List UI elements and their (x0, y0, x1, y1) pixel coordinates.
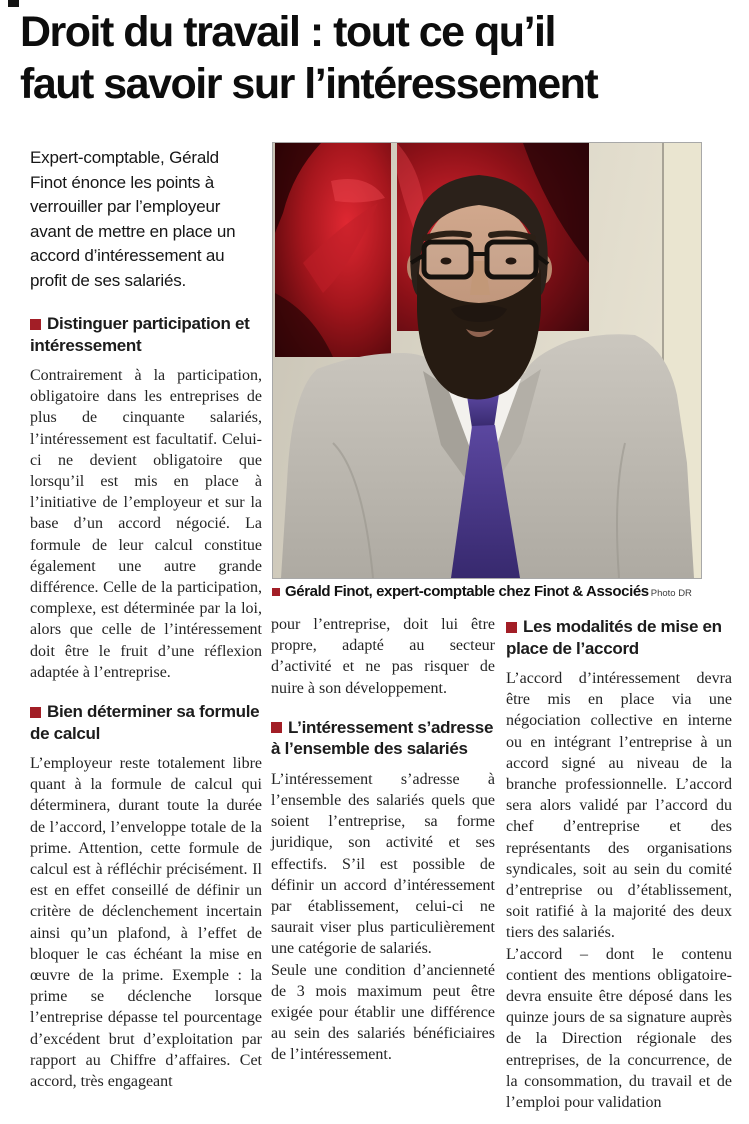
section-body: Seule une condition d’ancienneté de 3 mois maximum peut être exigée pour établir une différence au sein des salariés bénéficiaires de l’intéressement. (271, 961, 495, 1064)
headline-line-1: Droit du travail : tout ce qu’il (20, 8, 555, 56)
section-body: L’accord – dont le contenu contient des mentions obligatoire- devra ensuite être déposé dans les quinze jours de sa signature auprès de la Direction régionale des entreprises, de la concurrence, de la consommation, du travail et de l’emploi pour validation (506, 945, 732, 1112)
section-bullet-icon (506, 622, 517, 633)
section-bullet-icon (271, 722, 282, 733)
section-heading-modalites (506, 616, 732, 659)
section-heading-formule (30, 701, 262, 744)
portrait-photo (272, 142, 702, 579)
section-bullet-icon (30, 319, 41, 330)
caption-text: Gérald Finot, expert-comptable chez Finot & Associés (285, 583, 649, 600)
column-1 (30, 146, 262, 1092)
section-body: L’employeur reste totalement libre quant à la formule de calcul qui déterminera, durant toute la durée de l’accord, l’enveloppe totale de la prime. Attention, cette formule de calcul est à réfléchir précisément. Il est en effet conseillé de définir un critère de déclenchement incertain ainsi qu’un plafond, à l’effet de bloquer le cas échéant la mise en œuvre de la prime. Exemple : la prime se déclenche lorsque l’entreprise dépasse tel pourcentage d’excédent brut d’exploitation par rapport au Chiffre d’affaires. Cet accord, très engageant (30, 755, 262, 1091)
headline (20, 6, 745, 110)
man-eye-right (506, 258, 517, 265)
man-eye-left (441, 258, 452, 265)
column-3 (506, 616, 732, 1113)
column-2 (271, 614, 495, 1066)
lead-paragraph: Expert-comptable, Gérald Finot énonce les points à verrouiller par l’employeur avant de mettre en place un accord d’intéressement au profit de ses salariés. (30, 148, 236, 290)
section-heading-text: Bien déterminer sa formule de calcul (30, 702, 260, 743)
continuation-paragraph: pour l’entreprise, doit lui être propre, adapté au secteur d’activité et ne pas risquer de nuire à son développement. (271, 616, 495, 697)
section-heading-distinguer (30, 313, 262, 356)
page-corner-mark (8, 0, 19, 7)
photo-credit: Photo DR (650, 588, 692, 599)
section-heading-text: Les modalités de mise en place de l’accord (506, 617, 722, 658)
headline-line-2: faut savoir sur l’intéressement (20, 60, 598, 108)
section-heading-ensemble (271, 717, 495, 760)
section-body: L’accord d’intéressement devra être mis en place via une négociation collective en interne ou en intégrant l’entreprise à un accord signé au niveau de la branche professionnelle. L’accord sera alors validé par l’accord du chef d’entreprise et des représentants des organisations syndicales, soit au sein du comité d’entreprise ou d’établissement, soit ratifié à la majorité des deux tiers des salariés. (506, 670, 732, 942)
section-heading-text: Distinguer participation et intéressement (30, 314, 250, 355)
portrait-illustration (273, 143, 701, 578)
caption-bullet-icon (272, 588, 280, 596)
section-body: L’intéressement s’adresse à l’ensemble des salariés quels que soient l’entreprise, sa forme juridique, son activité et ses effectifs. S’il est possible de définir un accord d’intéressement par établissement, celui-ci ne saurait viser plus particulièrement une catégorie de salariés. (271, 770, 495, 958)
section-body: Contrairement à la participation, obligatoire dans les entreprises de plus de cinquante salariés, l’intéressement est facultatif. Celui-ci ne devient obligatoire que lorsqu’il est mis en place à l’initiative de l’employeur et sur la base d’un accord négocié. La formule de leur calcul constitue également une autre grande différence. Celle de la participation, complexe, est déterminée par la loi, alors que celle de l’intéressement doit être le fruit d’une réflexion adaptée à l’entreprise. (30, 367, 262, 681)
section-heading-text: L’intéressement s’adresse à l’ensemble des salariés (271, 717, 494, 759)
section-bullet-icon (30, 707, 41, 718)
photo-caption (272, 583, 722, 601)
